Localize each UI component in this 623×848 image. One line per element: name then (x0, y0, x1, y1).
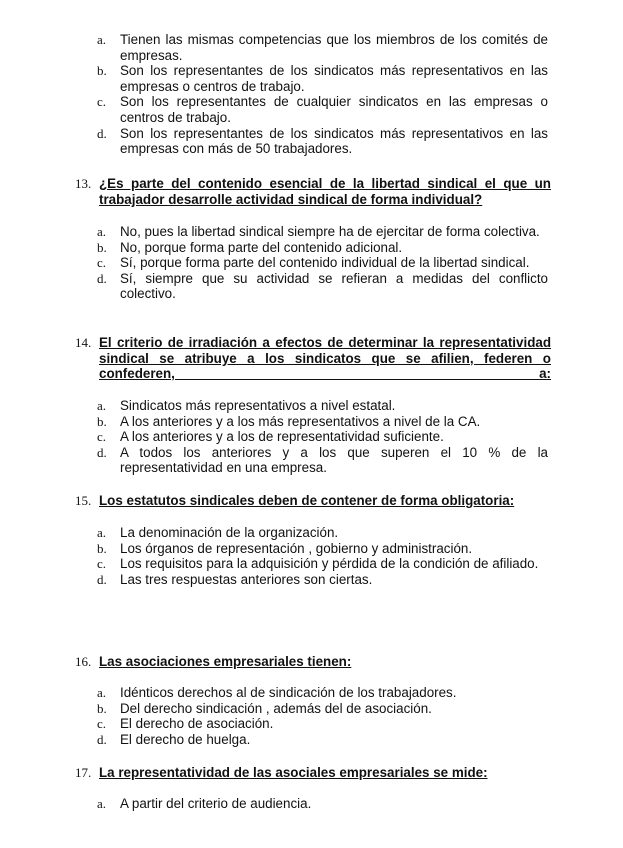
question-number: 15. (75, 493, 92, 508)
option-text: Idénticos derechos al de sindicación de los trabajadores. (120, 685, 457, 700)
option-text: Los órganos de representación , gobierno y administración. (120, 540, 473, 556)
option-14d (97, 445, 548, 476)
option-15d (97, 572, 548, 588)
option-letter: b. (97, 540, 107, 556)
option-text: Los requisitos para la adquisición y pérdida de la condición de afiliado. (120, 556, 539, 572)
option-letter: a. (97, 525, 107, 540)
option-17a (97, 796, 548, 812)
option-letter: d. (97, 731, 107, 747)
question-text: La representatividad de las asociales empresariales se mide: (99, 765, 488, 780)
option-12d (97, 126, 548, 157)
question-17 (75, 765, 551, 781)
option-text: Son los representantes de cualquier sindicatos en las empresas o centros de trabajo. (120, 94, 548, 125)
question-text: El criterio de irradiación a efectos de determinar la representatividad sindical se atribuye a los sindicatos que se afilien, federen o confederen, a: (99, 335, 551, 382)
option-letter: c. (97, 94, 107, 110)
option-13c (97, 255, 548, 271)
question-13 (75, 176, 551, 207)
option-text: A los anteriores y a los de representatividad suficiente. (120, 429, 444, 445)
option-text: La denominación de la organización. (120, 525, 339, 540)
option-13b (97, 240, 548, 256)
option-16d (97, 732, 548, 748)
option-letter: d. (97, 125, 107, 141)
question-12-options (97, 32, 548, 157)
option-letter: d. (97, 571, 107, 587)
option-16b (97, 701, 548, 717)
option-letter: a. (97, 685, 107, 700)
option-letter: c. (97, 556, 107, 572)
option-text: No, pues la libertad sindical siempre ha de ejercitar de forma colectiva. (120, 224, 540, 239)
question-text: ¿Es parte del contenido esencial de la libertad sindical el que un trabajador desarrolle actividad sindical de forma individual? (99, 176, 551, 207)
option-12c (97, 94, 548, 125)
option-letter: c. (97, 716, 107, 732)
option-14b (97, 414, 548, 430)
option-14c (97, 429, 548, 445)
option-letter: a. (97, 224, 107, 239)
question-16-options (97, 685, 548, 747)
question-15 (75, 493, 551, 509)
question-13-options (97, 224, 548, 302)
option-16a (97, 685, 548, 701)
option-14a (97, 398, 548, 414)
option-text: Del derecho sindicación , además del de asociación. (120, 700, 432, 716)
option-letter: a. (97, 398, 107, 413)
option-text: Son los representantes de los sindicatos más representativos en las empresas con más de 50 trabajadores. (120, 125, 548, 157)
option-letter: a. (97, 32, 107, 47)
option-letter: c. (97, 429, 107, 445)
option-letter: d. (97, 444, 107, 460)
question-number: 16. (75, 654, 92, 669)
question-number: 17. (75, 765, 92, 780)
option-letter: d. (97, 270, 107, 286)
option-13d (97, 271, 548, 302)
question-14 (75, 335, 551, 382)
option-text: Las tres respuestas anteriores son ciertas. (120, 571, 373, 587)
option-text: A partir del criterio de audiencia. (120, 796, 312, 811)
option-letter: b. (97, 700, 107, 716)
option-text: A todos los anteriores y a los que superen el 10 % de la representatividad en una empresa. (120, 444, 548, 476)
option-text: A los anteriores y a los más representativos a nivel de la CA. (120, 413, 481, 429)
question-text: Las asociaciones empresariales tienen: (99, 654, 352, 669)
option-letter: b. (97, 239, 107, 255)
option-letter: b. (97, 63, 107, 79)
question-number: 14. (75, 335, 92, 350)
option-text: El derecho de asociación. (120, 716, 274, 732)
option-letter: b. (97, 413, 107, 429)
option-letter: c. (97, 255, 107, 271)
option-text: Sí, siempre que su actividad se refieran a medidas del conflicto colectivo. (120, 270, 548, 302)
option-15b (97, 541, 548, 557)
option-15c (97, 556, 548, 572)
option-13a (97, 224, 548, 240)
question-text: Los estatutos sindicales deben de contener de forma obligatoria: (99, 493, 515, 508)
option-text: Son los representantes de los sindicatos más representativos en las empresas o centros de trabajo. (120, 63, 548, 94)
option-text: No, porque forma parte del contenido adicional. (120, 239, 403, 255)
option-text: Sindicatos más representativos a nivel estatal. (120, 398, 396, 413)
option-letter: a. (97, 796, 107, 811)
question-16 (75, 654, 551, 670)
option-text: Sí, porque forma parte del contenido individual de la libertad sindical. (120, 255, 530, 271)
question-14-options (97, 398, 548, 476)
option-12a (97, 32, 548, 63)
question-15-options (97, 525, 548, 587)
option-text: Tienen las mismas competencias que los miembros de los comités de empresas. (120, 32, 548, 63)
question-17-options (97, 796, 548, 812)
option-text: El derecho de huelga. (120, 731, 251, 747)
option-15a (97, 525, 548, 541)
question-number: 13. (75, 176, 92, 191)
option-12b (97, 63, 548, 94)
option-16c (97, 716, 548, 732)
